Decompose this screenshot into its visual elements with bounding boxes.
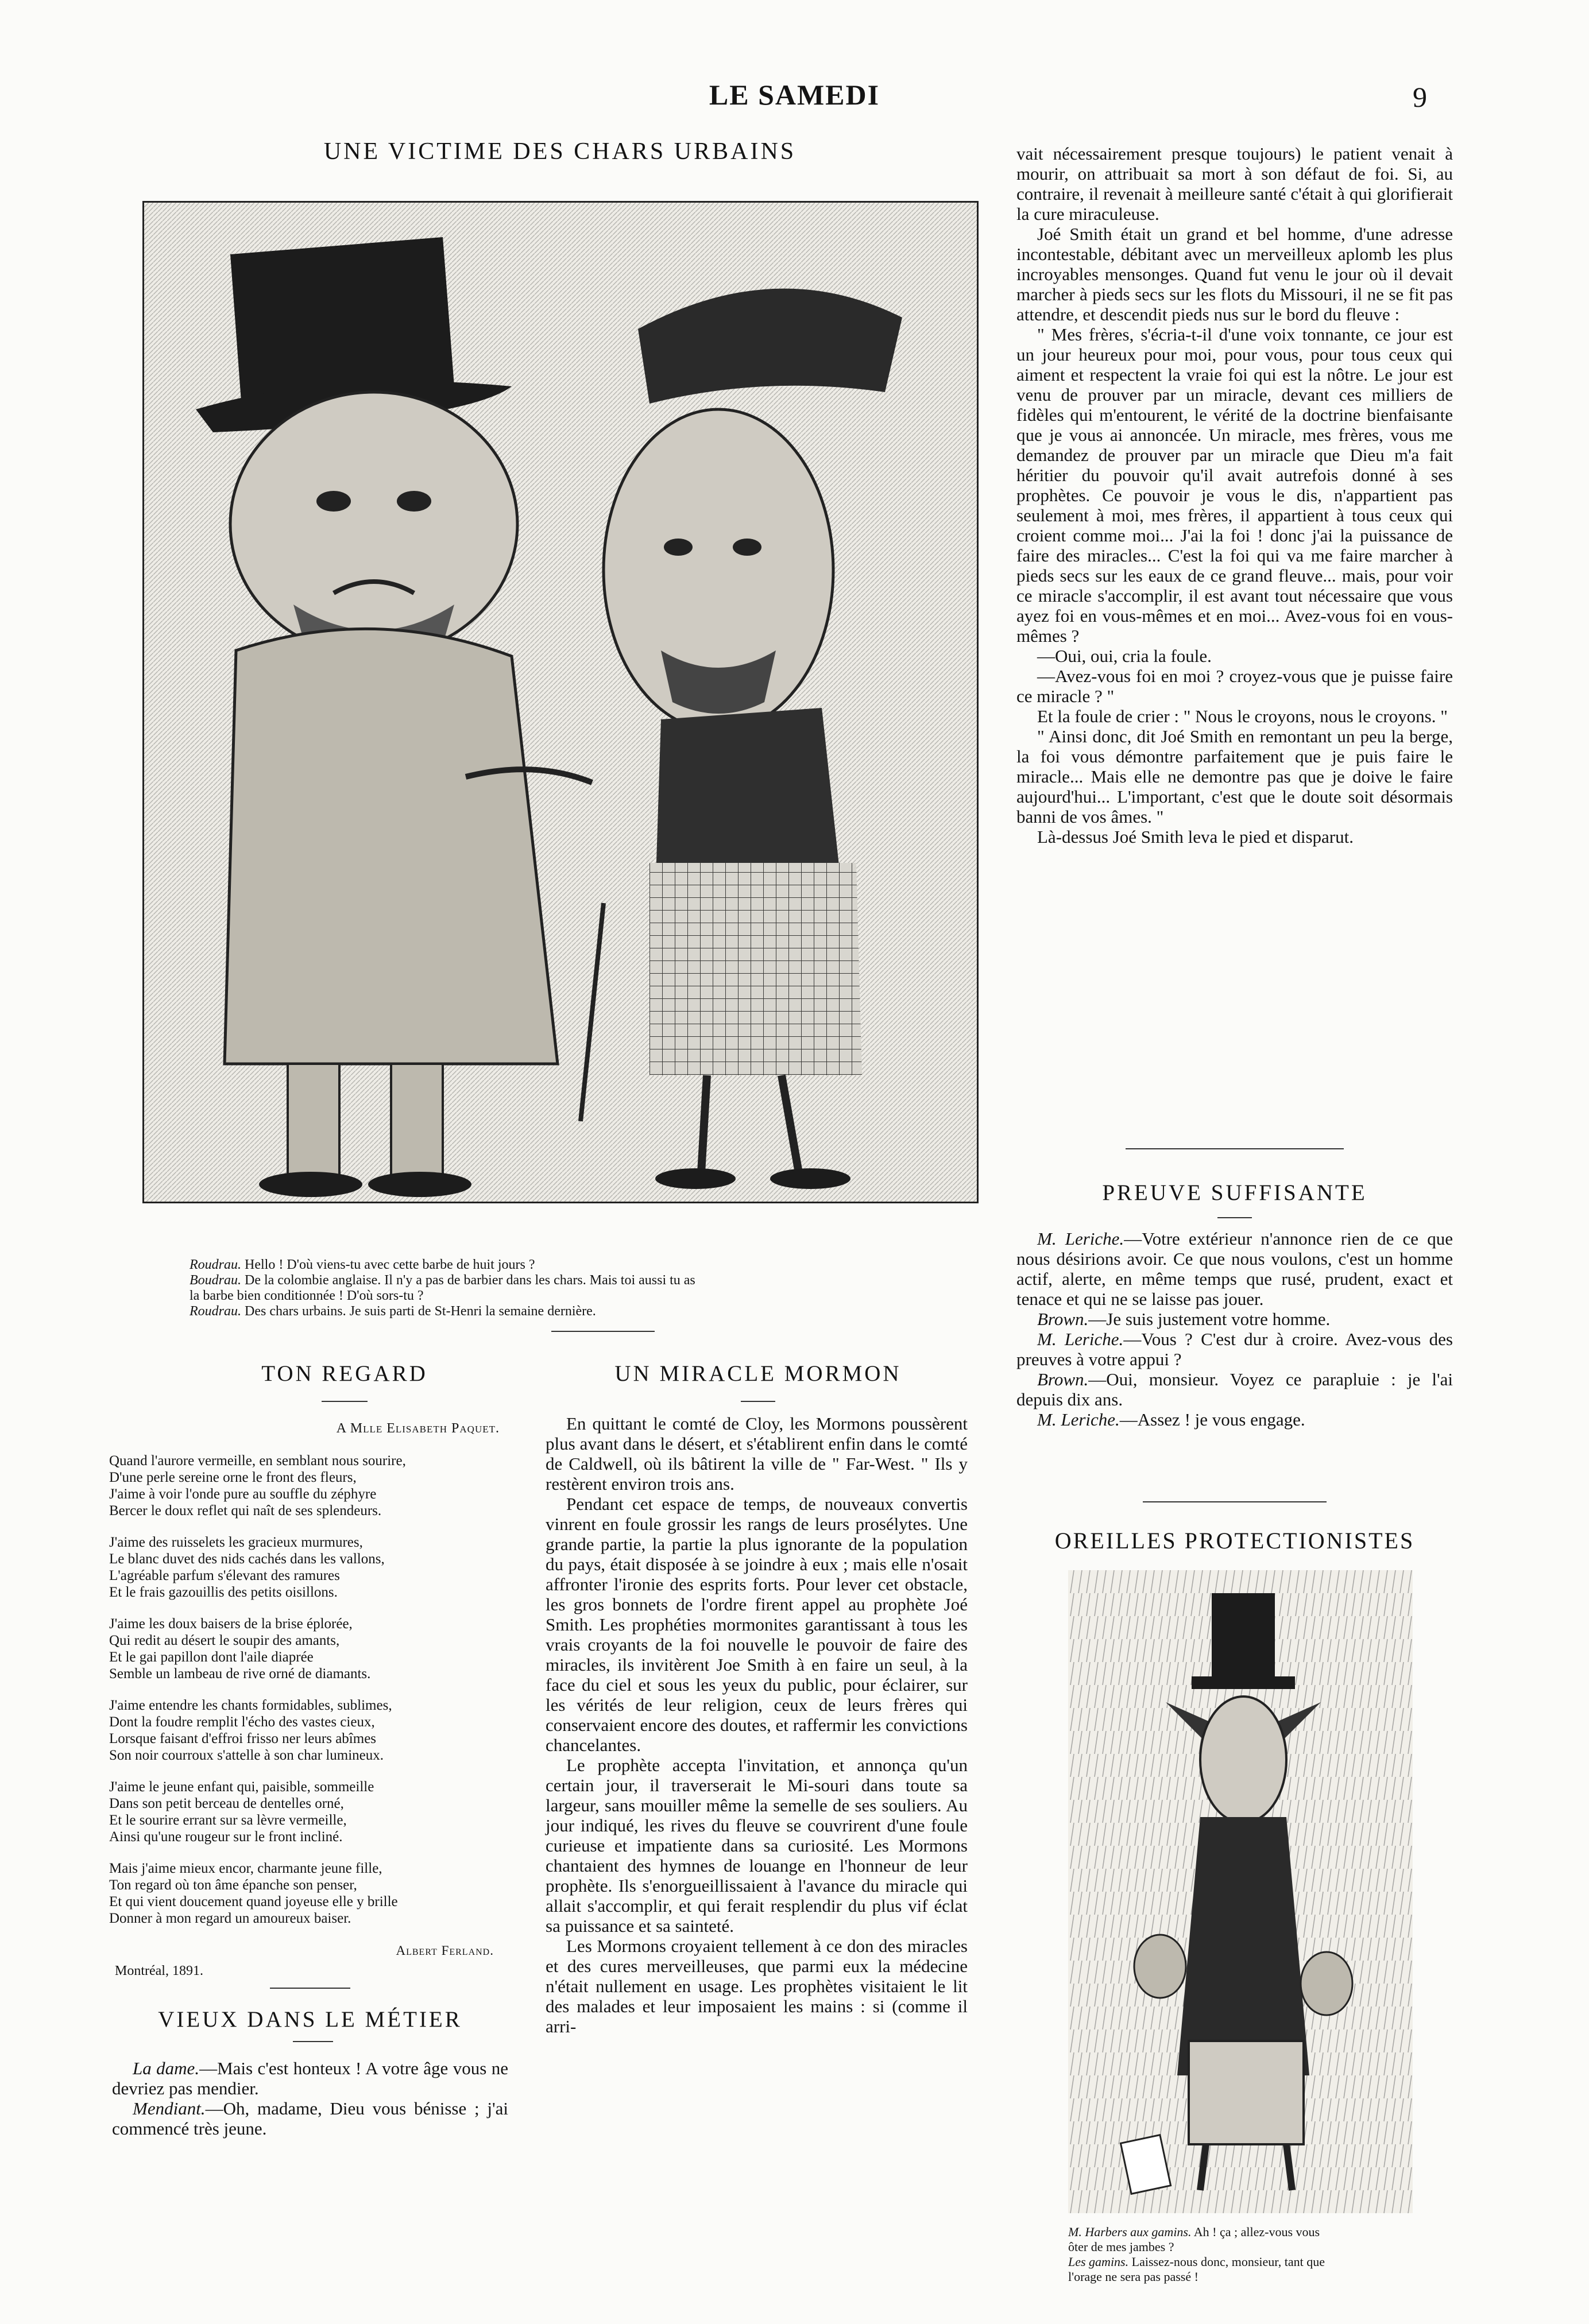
- miracle-paragraph: —Oui, oui, cria la foule.: [1037, 646, 1212, 666]
- rain-cartoon-drawing: [1068, 1570, 1413, 2213]
- poem-stanza: [109, 1616, 505, 1682]
- poem-author: Albert Ferland.: [396, 1943, 494, 1958]
- miracle-paragraph: Le prophète accepta l'invitation, et annonça qu'un certain jour, il traverserait le Mi-souri dans toute sa largeur, sans mouiller même la semelle de ses souliers. Au jour indiqué, les rives du fleuve se couvrirent d'une foule curieuse et impatiente dans sa curiosité. Les Mormons chantaient des hymnes de louange en l'honneur de leur prophète. Ils s'enorgueillissaient à l'avance du miracle qui allait s'accomplir, et qui ferait resplendir du plus vif éclat sa puissance et sa sainteté.: [546, 1755, 968, 1936]
- vieux-dialogue: [112, 2058, 508, 2139]
- preuve-dialogue: [1016, 1229, 1453, 1430]
- dialogue-speaker: Brown.: [1037, 1309, 1089, 1329]
- dialogue-line: [1016, 1229, 1453, 1309]
- caption-speaker: Boudrau.: [190, 1273, 241, 1288]
- poem-line: J'aime entendre les chants formidables, sublimes,: [109, 1698, 392, 1713]
- miracle-paragraph: Les Mormons croyaient tellement à ce don des miracles et des cures merveilleuses, que parmi eux la médecine n'était nullement en usage. Les prophètes visitaient le lit des malades et leur imposaient les mains : si (comme il arri-: [546, 1936, 968, 2036]
- poem-stanza: [109, 1697, 505, 1764]
- caption-speaker: Roudrau.: [190, 1304, 241, 1319]
- miracle-paragraph: Là-dessus Joé Smith leva le pied et disparut.: [1037, 827, 1354, 847]
- caption-text: Des chars urbains. Je suis parti de St-Henri la semaine dernière.: [245, 1304, 596, 1319]
- miracle-paragraph: " Mes frères, s'écria-t-il d'une voix tonnante, ce jour est un jour heureux pour moi, pour vous, pour tous ceux qui aiment et respectent la vraie foi qui est la nôtre. Le jour est venu de prouver par un miracle, devant ces milliers de fidèles qui m'entourent, le vérité de la doctrine bienfaisante que je vous ai annoncée. Un miracle, mes frères, vous me demandez de prouver par un miracle que Dieu m'a fait héritier du pouvoir qu'il avait autrefois donné à ses prophètes. Ce pouvoir je vous le dis, n'appartient pas seulement à moi, mes frères, il appartient à tous ceux qui croient comme moi... J'ai la foi ! donc j'ai la puissance de faire des miracles... C'est la foi qui va me faire marcher à pieds secs sur les eaux de ce grand fleuve... mais, pour voir ce miracle s'accomplir, il est avant tout nécessaire que vous ayez foi en vous-mêmes et en moi... Avez-vous foi en vous-mêmes ?: [1016, 324, 1453, 646]
- dialogue-line: [1016, 1309, 1453, 1329]
- dialogue-speaker: M. Leriche.: [1037, 1229, 1124, 1249]
- miracle-paragraph: Pendant cet espace de temps, de nouveaux convertis vinrent en foule grossir les rangs de leurs prosélytes. Une grande partie, la partie la plus ignorante de la population du pays, était disposée à se joindre à eux ; mais elle n'osait affronter l'ironie des esprits forts. Pour lever cet obstacle, les gros bonnets de l'ordre firent appel au prophète Joé Smith. Les prophéties mormonites garantissant à tous les vrais croyants de la foi nouvelle le pouvoir de faire des miracles, ils invitèrent Joe Smith à en faire un seul, à la face du ciel et sous les yeux du public, pour éclairer, sur les vérités de leur religion, ceux de leurs frères qui conservaient encore des doutes, et raffermir les convictions chancelantes.: [546, 1494, 968, 1755]
- poem-line: Son noir courroux s'attelle à son char lumineux.: [109, 1748, 384, 1763]
- dialogue-speaker: M. Leriche.: [1037, 1409, 1120, 1430]
- poem-stanza: [109, 1452, 505, 1519]
- poem-line: Et le frais gazouillis des petits oisillons.: [109, 1585, 338, 1600]
- dialogue-text: —Oh, madame, Dieu vous bénisse ; j'ai commencé très jeune.: [112, 2098, 508, 2139]
- poem-place-date: Montréal, 1891.: [115, 1963, 203, 1978]
- divider: [1143, 1501, 1327, 1502]
- miracle-paragraph: Et la foule de crier : " Nous le croyons, nous le croyons. ": [1037, 706, 1448, 726]
- miracle-paragraph: Joé Smith était un grand et bel homme, d'une adresse incontestable, débitant avec un merveilleux aplomb les plus incroyables mensonges. Quand fut venu le jour où il devait marcher à pieds secs sur les flots du Missouri, il ne se fit pas attendre, et descendit pieds nus sur le bord du fleuve :: [1016, 224, 1453, 324]
- victime-caption: [190, 1257, 953, 1319]
- newspaper-title: LE SAMEDI: [709, 79, 880, 111]
- divider: [293, 2041, 333, 2042]
- preuve-title: PREUVE SUFFISANTE: [1102, 1180, 1367, 1205]
- caption-speaker: M. Harbers aux gamins.: [1068, 2225, 1192, 2239]
- cartoon-drawing: [144, 203, 977, 1202]
- dialogue-text: —Mais c'est honteux ! A votre âge vous ne devriez pas mendier.: [112, 2058, 509, 2098]
- poem-line: Et le gai papillon dont l'aile diaprée: [109, 1649, 314, 1665]
- miracle-body: [546, 1413, 968, 2036]
- caption-text: Laissez-nous donc, monsieur, tant que: [1131, 2255, 1325, 2269]
- poem-line: Lorsque faisant d'effroi frisso ner leurs abîmes: [109, 1731, 377, 1746]
- caption-speaker: Roudrau.: [190, 1257, 241, 1272]
- victime-title: UNE VICTIME DES CHARS URBAINS: [323, 138, 797, 165]
- poem-line: J'aime à voir l'onde pure au souffle du zéphyre: [109, 1486, 377, 1502]
- dialogue-text: —Vous ? C'est dur à croire. Avez-vous des preuves à votre appui ?: [1016, 1329, 1453, 1369]
- caption-speaker: Les gamins.: [1068, 2255, 1129, 2269]
- poem-line: D'une perle sereine orne le front des fleurs,: [109, 1470, 357, 1485]
- poem-dedication: A Mlle Elisabeth Paquet.: [336, 1421, 500, 1436]
- caption-line: [1068, 2225, 1441, 2240]
- dialogue-line: [112, 2098, 508, 2139]
- divider: [551, 1331, 655, 1332]
- page-number: 9: [1413, 81, 1427, 113]
- caption-line: [190, 1304, 953, 1319]
- poem-stanza: [109, 1534, 505, 1601]
- caption-line: [1068, 2240, 1441, 2255]
- poem-line: Quand l'aurore vermeille, en semblant nous sourire,: [109, 1453, 406, 1469]
- cartoon-illustration-victime: [142, 201, 979, 1203]
- divider: [1126, 1148, 1344, 1149]
- poem-line: Ainsi qu'une rougeur sur le front incliné.: [109, 1829, 343, 1845]
- poem-line: Bercer le doux reflet qui naît de ses splendeurs.: [109, 1503, 382, 1519]
- miracle-title: UN MIRACLE MORMON: [614, 1361, 902, 1386]
- poem-stanza: [109, 1779, 505, 1845]
- dialogue-speaker: Mendiant.: [133, 2098, 206, 2118]
- vieux-title: VIEUX DANS LE MÉTIER: [158, 2007, 462, 2032]
- caption-line: [1068, 2269, 1441, 2284]
- dialogue-text: —Votre extérieur n'annonce rien de ce que nous désirions avoir. Ce que nous voulons, c'est un homme actif, alerte, en même temps que rusé, prudent, exact et tenace et qui ne se laisse pas jouer.: [1016, 1229, 1453, 1309]
- poem-line: Dans son petit berceau de dentelles orné,: [109, 1796, 344, 1811]
- divider: [322, 1401, 368, 1402]
- miracle-continuation: [1016, 144, 1453, 847]
- caption-line: [190, 1273, 953, 1288]
- poem-line: L'agréable parfum s'élevant des ramures: [109, 1568, 340, 1583]
- divider: [270, 1988, 350, 1989]
- poem-stanza: [109, 1860, 505, 1927]
- dialogue-text: —Je suis justement votre homme.: [1088, 1309, 1331, 1329]
- dialogue-line: [1016, 1329, 1453, 1369]
- dialogue-text: —Assez ! je vous engage.: [1119, 1409, 1305, 1430]
- poem-line: Et qui vient doucement quand joyeuse elle y brille: [109, 1894, 398, 1909]
- caption-line: [190, 1288, 953, 1304]
- dialogue-speaker: M. Leriche.: [1037, 1329, 1124, 1349]
- dialogue-line: [1016, 1369, 1453, 1409]
- poem-line: J'aime les doux baisers de la brise éplorée,: [109, 1616, 353, 1632]
- cartoon-illustration-oreilles: [1068, 1570, 1413, 2213]
- poem-line: J'aime le jeune enfant qui, paisible, sommeille: [109, 1779, 374, 1795]
- miracle-paragraph: En quittant le comté de Cloy, les Mormons poussèrent plus avant dans le désert, et s'établirent enfin dans le comté de Caldwell, où ils bâtirent la ville de " Far-West. " Ils y restèrent environ trois ans.: [546, 1413, 968, 1494]
- miracle-paragraph: " Ainsi donc, dit Joé Smith en remontant un peu la berge, la foi vous démontre parfaitement que je puis faire le miracle... Mais elle ne demontre pas que je doive le faire aujourd'hui... L'important, c'est que le doute soit désormais banni de vos âmes. ": [1016, 726, 1453, 827]
- caption-text: l'orage ne sera pas passé !: [1068, 2269, 1198, 2284]
- ton-regard-title: TON REGARD: [261, 1361, 428, 1386]
- caption-text: De la colombie anglaise. Il n'y a pas de barbier dans les chars. Mais toi aussi tu as: [245, 1273, 695, 1288]
- poem-body: [109, 1452, 505, 1942]
- poem-line: Et le sourire errant sur sa lèvre vermeille,: [109, 1812, 347, 1828]
- caption-line: [190, 1257, 953, 1273]
- poem-line: Donner à mon regard un amoureux baiser.: [109, 1911, 351, 1926]
- miracle-paragraph: —Avez-vous foi en moi ? croyez-vous que je puisse faire ce miracle ? ": [1016, 666, 1453, 706]
- caption-text: ôter de mes jambes ?: [1068, 2240, 1174, 2254]
- poem-line: J'aime des ruisselets les gracieux murmures,: [109, 1535, 363, 1550]
- caption-text: Ah ! ça ; allez-vous vous: [1193, 2225, 1320, 2239]
- dialogue-speaker: La dame.: [133, 2058, 200, 2078]
- poem-line: Le blanc duvet des nids cachés dans les vallons,: [109, 1551, 385, 1567]
- poem-line: Mais j'aime mieux encor, charmante jeune fille,: [109, 1861, 382, 1876]
- divider: [741, 1401, 775, 1402]
- miracle-paragraph: vait nécessairement presque toujours) le patient venait à mourir, on attribuait sa mort à son défaut de foi. Si, au contraire, il revenait à meilleure santé c'était à qui glorifierait la cure miraculeuse.: [1016, 144, 1453, 224]
- poem-line: Ton regard où ton âme épanche son penser,: [109, 1877, 357, 1893]
- oreilles-caption: [1068, 2225, 1441, 2284]
- dialogue-line: [1016, 1409, 1453, 1430]
- poem-line: Dont la foudre remplit l'écho des vastes cieux,: [109, 1714, 375, 1730]
- oreilles-title: OREILLES PROTECTIONISTES: [1054, 1528, 1415, 1554]
- poem-line: Qui redit au désert le soupir des amants,: [109, 1633, 340, 1648]
- divider: [1217, 1217, 1252, 1218]
- dialogue-speaker: Brown.: [1037, 1369, 1089, 1389]
- dialogue-text: —Oui, monsieur. Voyez ce parapluie : je l'ai depuis dix ans.: [1016, 1369, 1453, 1409]
- dialogue-line: [112, 2058, 508, 2098]
- caption-text: Hello ! D'où viens-tu avec cette barbe de huit jours ?: [245, 1257, 535, 1272]
- caption-text: la barbe bien conditionnée ! D'où sors-tu ?: [190, 1288, 424, 1303]
- caption-line: [1068, 2255, 1441, 2269]
- poem-line: Semble un lambeau de rive orné de diamants.: [109, 1666, 371, 1682]
